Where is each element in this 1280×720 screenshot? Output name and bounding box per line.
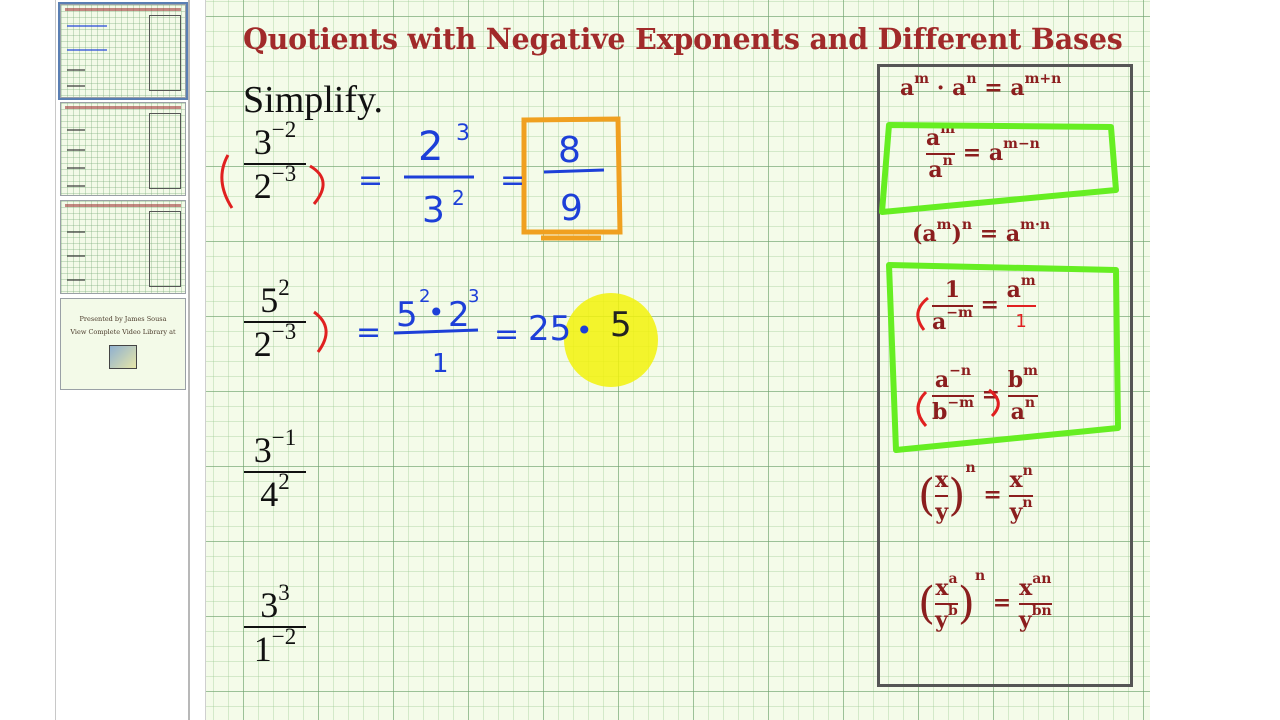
credits-presenter: Presented by James Sousa	[79, 315, 167, 323]
slide-title: Quotients with Negative Exponents and Different Bases	[243, 22, 1123, 56]
power-rule: $(a^m)^n = a^{m\cdot n}$	[912, 216, 1051, 247]
credits-library: View Complete Video Library at	[70, 328, 176, 336]
library-logo	[109, 345, 137, 369]
svg-text:2: 2	[419, 286, 431, 307]
power-of-quotient-rule: ( $\frac{x}{y}$ )$^n$ = $\frac{x^n}{y^n}$	[918, 459, 1033, 525]
ink-annotations	[206, 0, 1151, 720]
svg-text:3: 3	[468, 286, 480, 307]
svg-text:1: 1	[432, 349, 449, 379]
slide-thumbnail-2[interactable]	[60, 102, 186, 196]
p1-arrow-right	[310, 166, 323, 204]
svg-text:25: 25	[528, 309, 572, 349]
p1-arrow-left	[222, 155, 232, 208]
negative-quotient-rule: $\frac{a^{-n}}{b^{-m}}$ = $\frac{b^m}{a^n}$	[932, 362, 1038, 425]
p2-arrow	[314, 312, 326, 352]
slide-thumbnail-credits[interactable]	[60, 298, 186, 390]
quotient-rule: $\frac{a^m}{a^n}$ = $a^{m-n}$	[926, 120, 1040, 183]
svg-text:•: •	[576, 314, 593, 347]
svg-text:5: 5	[396, 295, 418, 335]
problem-3: 3 $^{-1}$ 4 $^2$	[244, 430, 306, 514]
slide-thumbnail-1[interactable]	[60, 4, 186, 98]
svg-text:5: 5	[610, 305, 632, 345]
power-of-quotient-exponents-rule: ( $\frac{x^a}{y^b}$ )$^n$ = $x^{an}$ $y^{bn}$	[918, 567, 1052, 633]
svg-text:=: =	[356, 315, 382, 350]
svg-text:=: =	[500, 163, 526, 198]
problem-1: 3 $^{-2}$ 2 $^{-3}$	[244, 122, 306, 206]
product-rule: $a^m \cdot a^n = a^{m+n}$	[900, 70, 1062, 101]
instruction-text: Simplify.	[243, 79, 384, 121]
formula-arrow-1	[918, 298, 928, 330]
negative-exponent-rule: $\frac{1}{a^{-m}}$ = $a^m$ 1	[932, 272, 1036, 335]
slide-thumbnail-pane	[55, 0, 190, 720]
svg-text:2: 2	[448, 295, 470, 335]
slide-canvas	[205, 0, 1150, 720]
svg-text:9: 9	[560, 188, 583, 229]
svg-text:•: •	[428, 296, 445, 329]
handwritten-work	[356, 121, 632, 379]
svg-text:=: =	[494, 317, 520, 352]
slide-thumbnail-3[interactable]	[60, 200, 186, 294]
svg-text:3: 3	[422, 190, 445, 231]
quotient-rule-highlight	[882, 120, 1116, 212]
problem-4: 3 $^3$ 1 $^{-2}$	[244, 585, 306, 669]
formula-arrow-2	[918, 392, 926, 426]
svg-text:3: 3	[456, 121, 470, 146]
svg-text:=: =	[358, 163, 384, 198]
svg-text:8: 8	[558, 130, 581, 171]
svg-text:2: 2	[452, 186, 465, 210]
svg-text:2: 2	[418, 124, 444, 170]
problem-2: 5 $^2$ 2 $^{-3}$	[244, 280, 306, 364]
formula-arrow-3	[989, 390, 998, 416]
